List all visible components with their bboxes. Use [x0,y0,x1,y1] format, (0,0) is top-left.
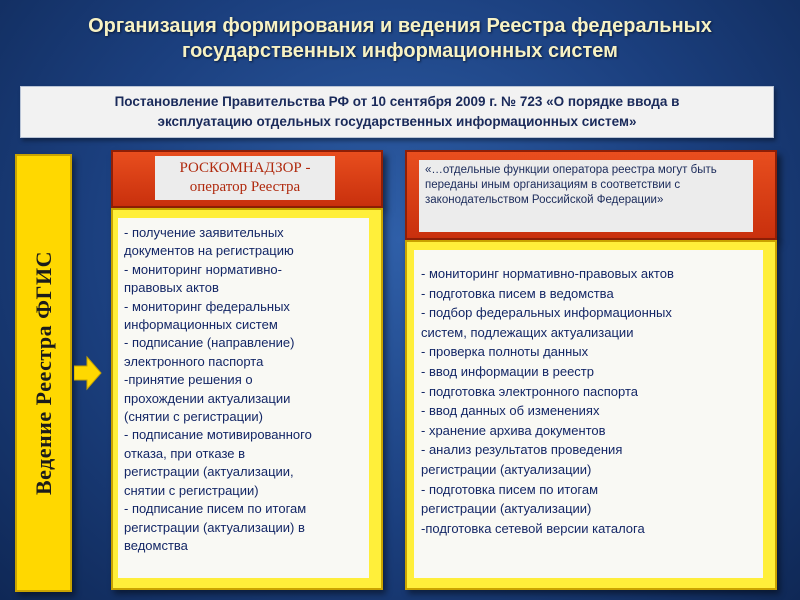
decree-line-2: эксплуатацию отдельных государственных информационных систем» [157,114,637,129]
list-item: - проверка полноты данных [421,344,589,360]
list-item: - ввод информации в реестр [421,363,594,379]
slide-title-line-1: Организация формирования и ведения Реестра федеральных [88,15,712,37]
decree-line-1: Постановление Правительства РФ от 10 сентября 2009 г. № 723 «О порядке ввода в [114,94,680,109]
list-item: - хранение архива документов [421,422,606,438]
list-item: систем, подлежащих актуализации [421,324,634,340]
list-item: регистрации (актуализации) [421,461,592,477]
list-item: правовых актов [124,280,219,296]
list-item: (снятии с регистрации) [124,409,263,425]
roskomnadzor-header [111,150,383,208]
list-item: регистрации (актуализации) в [124,519,305,535]
list-item: - мониторинг нормативно- [124,261,282,277]
list-item: регистрации (актуализации, [124,464,294,480]
list-item: электронного паспорта [124,353,264,369]
list-item: -принятие решения о [124,372,253,388]
list-item: - анализ результатов проведения [421,442,623,458]
delegated-functions-list [421,264,756,538]
list-item: - подбор федеральных информационных [421,305,672,321]
list-item: ведомства [124,537,188,553]
list-item: - подписание мотивированного [124,427,312,443]
delegated-functions-box [405,240,777,590]
slide-title-line-2: государственных информационных систем [182,40,618,62]
list-item: информационных систем [124,317,278,333]
list-item: - подписание (направление) [124,335,295,351]
list-item: документов на регистрацию [124,243,294,259]
list-item: - подготовка писем в ведомства [421,285,614,301]
list-item: - мониторинг федеральных [124,298,290,314]
vertical-banner [15,154,72,592]
list-item: регистрации (актуализации) [421,501,592,517]
operator-functions-box [111,208,383,590]
roskomnadzor-header-inner [155,156,335,200]
roskomnadzor-header-line-2: оператор Реестра [189,179,301,195]
list-item: - подписание писем по итогам [124,501,307,517]
operator-functions-inner [118,218,369,578]
operator-functions-list [124,224,363,555]
vertical-banner-text: Ведение Реестра ФГИС [30,250,56,496]
list-item: прохождении актуализации [124,390,291,406]
list-item: - подготовка писем по итогам [421,481,599,497]
delegation-header [405,150,777,240]
slide-title [20,14,780,72]
delegation-header-text: «…отдельные функции оператора реестра могут быть переданы иным организациям в соответствии с законодательством Российской Федерации» [419,160,753,232]
list-item: - ввод данных об изменениях [421,403,600,419]
delegated-functions-inner [414,250,763,578]
list-item: снятии с регистрации) [124,482,259,498]
list-item: - получение заявительных [124,225,284,240]
list-item: -подготовка сетевой версии каталога [421,520,645,536]
list-item: - мониторинг нормативно-правовых актов [421,266,674,281]
list-item: отказа, при отказе в [124,445,246,461]
roskomnadzor-header-line-1: РОСКОМНАДЗОР - [179,160,311,176]
decree-box [20,86,774,138]
list-item: - подготовка электронного паспорта [421,383,638,399]
right-arrow-icon [74,355,102,391]
